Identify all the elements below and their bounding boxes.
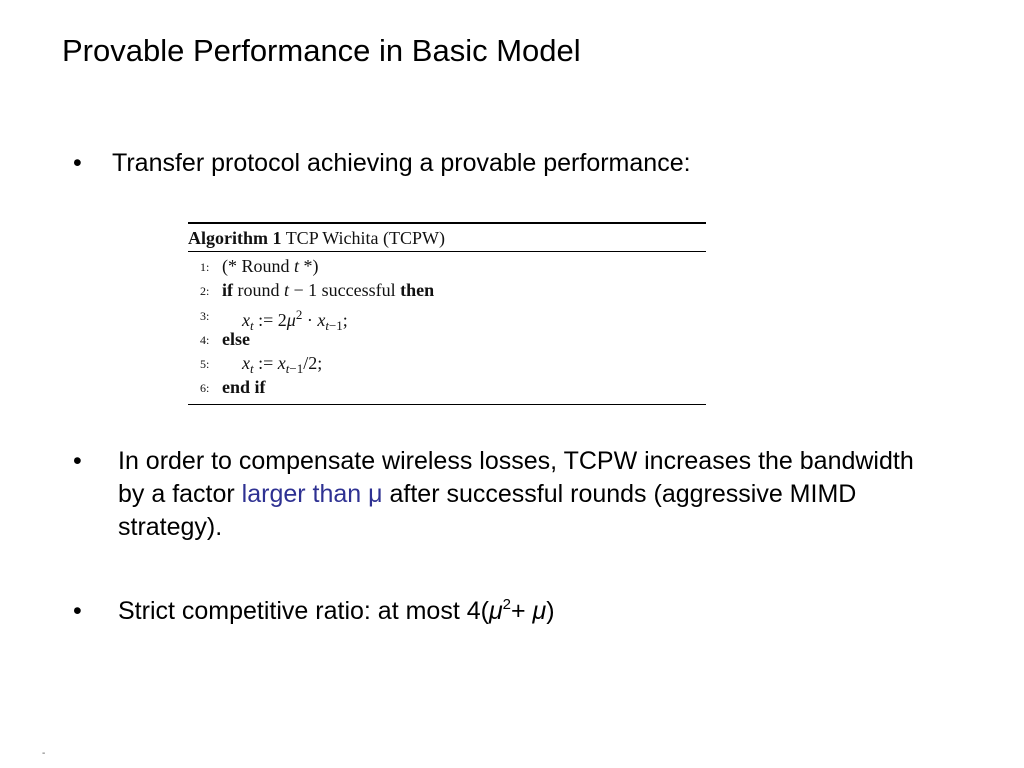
algorithm-line-2 [188, 278, 706, 302]
line-number: 6: [200, 381, 210, 396]
keyword-else: else [222, 328, 250, 349]
bullet-text-3: Strict competitive ratio: at most $4(\mu^2+ \mu)$ [118, 596, 555, 625]
line-number: 1: [200, 260, 210, 274]
slide-title: Provable Performance in Basic Model [62, 33, 581, 68]
footer-mark: - [42, 748, 46, 759]
bullet-text-2: In order to compensate wireless losses, TCPW increases the bandwidth by a factor larger than μ after successful rounds (aggressive MIMD strategy). [118, 447, 914, 541]
line-number: 5: [200, 357, 210, 372]
algorithm-line-1 [188, 254, 706, 278]
bullet-marker: • [73, 597, 82, 625]
algorithm-line-6 [188, 375, 706, 399]
algorithm-label: Algorithm 1 [188, 228, 282, 248]
bullet-text-1: Transfer protocol achieving a provable performance: [112, 149, 691, 177]
bullet-marker: • [73, 447, 82, 475]
algorithm-name: TCP Wichita (TCPW) [285, 228, 445, 248]
algorithm-code-1: (* Round t *) [222, 256, 319, 276]
algorithm-code-3: $x_t$ := $2\mu^2 \cdot x_{t-1}$; [242, 306, 348, 333]
line-number: 4: [200, 332, 210, 347]
algorithm-box [188, 222, 706, 405]
bullet-marker: • [73, 149, 82, 177]
algorithm-code-5: $x_t$ := $x_{t-1}/2$; [242, 353, 323, 377]
algorithm-lines [188, 252, 706, 405]
algorithm-code-2: if round t − 1 successful then [222, 280, 435, 301]
keyword-end-if: end if [222, 377, 266, 398]
line-number: 2: [200, 284, 210, 299]
algorithm-header [188, 224, 706, 252]
keyword-if: if [222, 280, 233, 301]
highlighted-phrase: larger than μ [241, 480, 383, 508]
line-number: 3: [200, 308, 210, 323]
algorithm-line-3 [188, 303, 706, 333]
algorithm-line-4 [188, 327, 706, 351]
algorithm-line-5 [188, 351, 706, 375]
keyword-then: then [400, 280, 435, 301]
